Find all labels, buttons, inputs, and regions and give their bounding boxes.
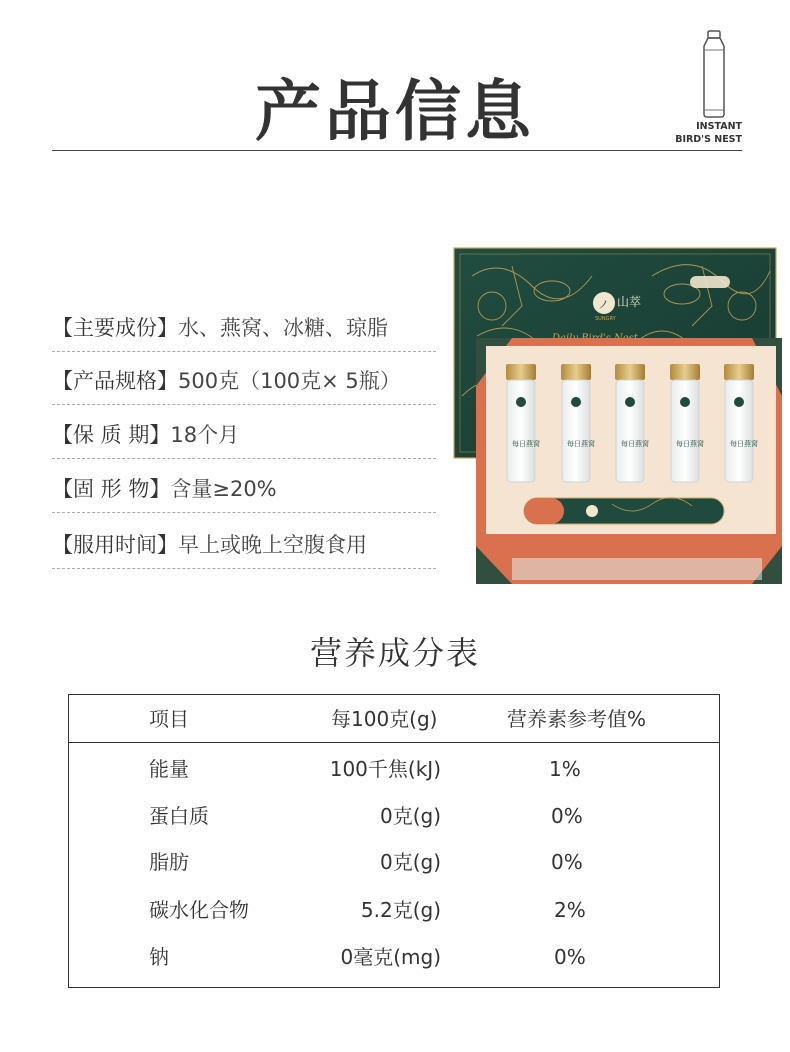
spec-solids: [52, 474, 442, 513]
row-per100: 100千焦(kJ): [329, 757, 441, 781]
row-nrv: 2%: [554, 898, 586, 922]
spec-divider: [52, 512, 436, 513]
row-nrv: 0%: [551, 850, 583, 874]
brand-badge-line2: BIRD'S NEST: [675, 133, 742, 145]
spec-label: 【服用时间】: [52, 533, 178, 557]
box-logo-mark: ノ: [598, 298, 609, 311]
nutrition-table: [68, 694, 720, 988]
brand-badge-line1: INSTANT: [696, 121, 742, 132]
header-per100: 每100克(g): [331, 707, 438, 731]
spec-label: 【保 质 期】: [52, 423, 171, 447]
bottle-icon: [700, 30, 728, 118]
spec-divider: [52, 568, 436, 569]
row-per100: 0克(g): [379, 850, 441, 874]
jar-label: 每日燕窝: [621, 440, 649, 448]
row-per100: 0克(g): [379, 804, 441, 828]
row-item: 碳水化合物: [149, 898, 249, 922]
spec-value: 早上或晚上空腹食用: [178, 533, 367, 557]
spec-divider: [52, 351, 436, 352]
title-divider: [52, 150, 742, 151]
row-nrv: 1%: [549, 757, 581, 781]
spec-timing: [52, 530, 442, 569]
header-nrv: 营养素参考值%: [507, 707, 647, 731]
spec-shelf-life: [52, 420, 442, 459]
spec-size: [52, 366, 442, 405]
spec-value: 水、燕窝、冰糖、琼脂: [178, 316, 388, 340]
nutrition-header-row: [69, 695, 719, 743]
page-title: 产品信息: [255, 73, 535, 150]
row-item: 钠: [149, 945, 169, 969]
box-brand-sub: SUNGRY: [595, 316, 616, 322]
row-nrv: 0%: [551, 804, 583, 828]
row-item: 脂肪: [149, 850, 189, 874]
row-per100: 5.2克(g): [360, 898, 441, 922]
spec-divider: [52, 458, 436, 459]
spec-value: 500克（100克× 5瓶）: [178, 369, 401, 393]
jar-label: 每日燕窝: [730, 440, 758, 448]
row-item: 能量: [149, 757, 189, 781]
product-gift-box-image: [452, 246, 782, 586]
row-item: 蛋白质: [149, 804, 209, 828]
brand-badge-text: [660, 121, 742, 146]
spec-label: 【固 形 物】: [52, 477, 171, 501]
spec-divider: [52, 404, 436, 405]
spec-value: 含量≥20%: [170, 477, 277, 501]
box-brand-name: 山萃: [617, 295, 642, 309]
spec-label: 【产品规格】: [52, 369, 178, 393]
spec-ingredients: [52, 313, 442, 352]
spec-value: 18个月: [170, 423, 240, 447]
spec-label: 【主要成份】: [52, 316, 178, 340]
jar-label: 每日燕窝: [567, 440, 595, 448]
row-nrv: 0%: [554, 945, 586, 969]
nutrition-title: 营养成分表: [309, 634, 480, 672]
jar-label: 每日燕窝: [512, 440, 540, 448]
jar-label: 每日燕窝: [676, 440, 704, 448]
row-per100: 0毫克(mg): [340, 945, 441, 969]
header-item: 项目: [149, 707, 189, 731]
